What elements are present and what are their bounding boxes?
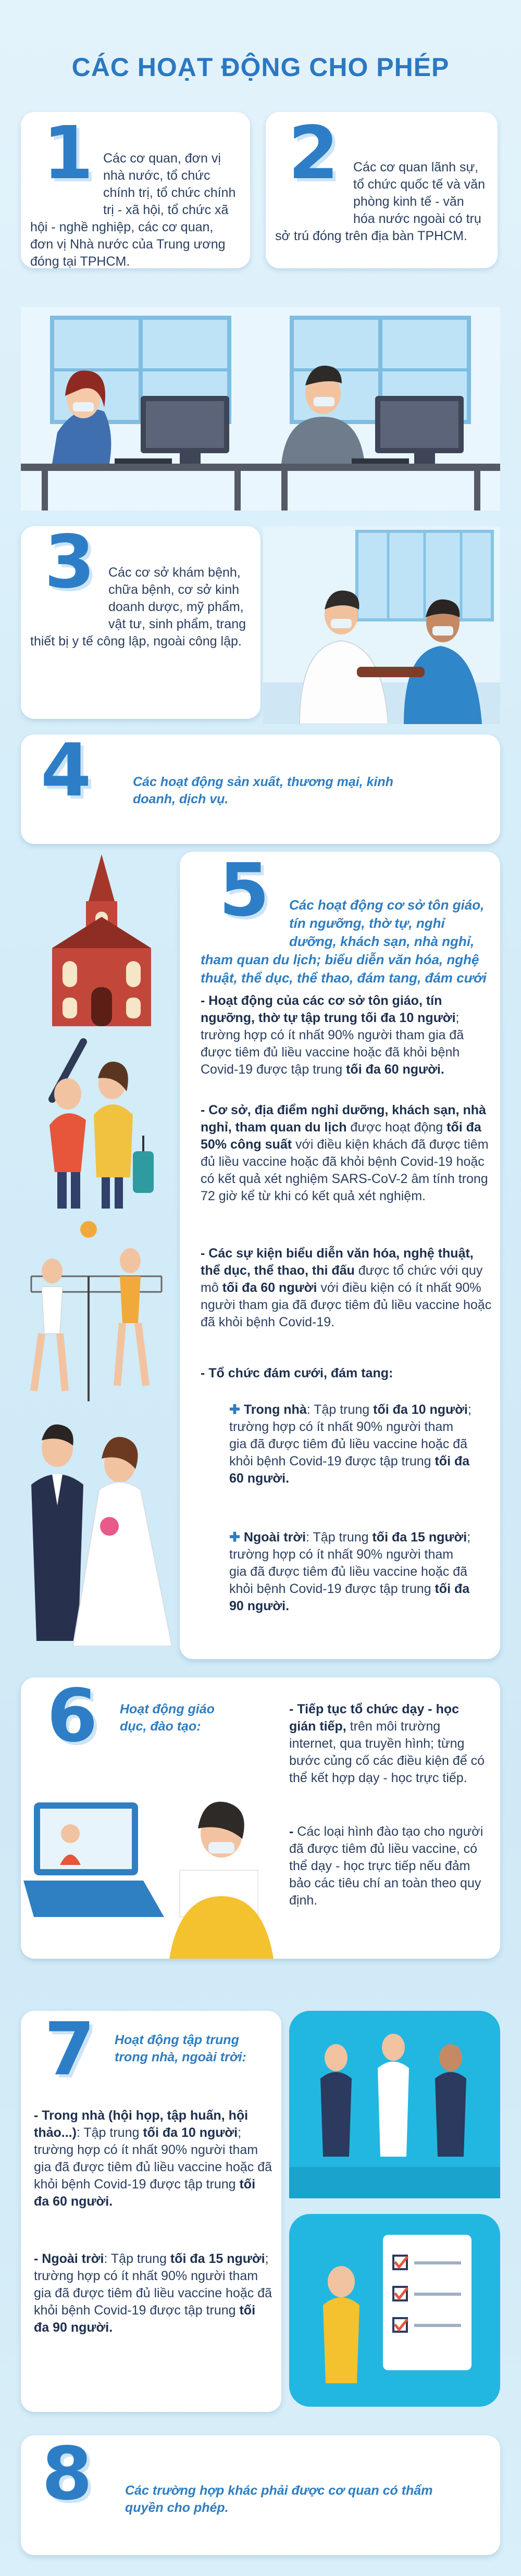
section-5-sub-bullet-1: ✚ Trong nhà: Tập trung tối đa 10 người; trường hợp có ít nhất 90% người tham gia đã được tiêm đủ liều vaccine hoặc đã khỏi bệnh Covid-19 được tập trung tối đa 60 người.: [229, 1402, 472, 1486]
page-title: CÁC HOẠT ĐỘNG CHO PHÉP: [71, 53, 450, 82]
online-learning-illustration: [23, 1792, 284, 1959]
section-4-number: 4: [41, 728, 92, 813]
business-handshake-illustration: [289, 2011, 500, 2198]
section-7-bullet-1: - Trong nhà (hội họp, tập huấn, hội thảo...): Tập trung tối đa 10 người; trường hợp có ít nhất 90% người tham gia đã được tiêm đủ liều vaccine hoặc đã khỏi bệnh Covid-19 được tập trung tối đa 60 người.: [34, 2108, 272, 2209]
doctor-patient-illustration: [263, 526, 500, 724]
section-7-heading: Hoạt động tập trung trong nhà, ngoài trời:: [115, 2033, 246, 2064]
section-1-text: Các cơ quan, đơn vị nhà nước, tổ chức chính trị, tổ chức chính trị - xã hội, tổ chức xã hội - nghề nghiệp, các cơ quan, đơn vị Nhà nước của Trung ương đóng tại TPHCM.: [30, 151, 236, 269]
tourist-couple-illustration: [36, 1037, 156, 1209]
section-5-bullet-1: - Hoạt động của các cơ sở tôn giáo, tín ngưỡng, thờ tự tập trung tối đa 10 người; trường hợp có ít nhất 90% người tham gia đã được tiêm đủ liều vaccine hoặc đã khỏi bệnh Covid-19 được tập trung tối đa 60 người.: [201, 993, 464, 1077]
section-5-heading: Các hoạt động cơ sở tôn giáo, tín ngưỡng, thờ tự, nghỉ dưỡng, khách sạn, nhà nghỉ, tham quan du lịch; biểu diễn văn hóa, nghệ thuật, thể dục, thể thao, đám tang, đám cưới: [201, 897, 487, 986]
section-4-text: Các hoạt động sản xuất, thương mại, kinh doanh, dịch vụ.: [133, 775, 393, 806]
section-7-number: 7: [44, 2007, 95, 2092]
section-3-number: 3: [44, 520, 95, 605]
volleyball-illustration: [10, 1214, 172, 1401]
section-2-text: Các cơ quan lãnh sự, tổ chức quốc tế và văn phòng kinh tế - văn hóa nước ngoài có trụ sở trú đóng trên địa bàn TPHCM.: [275, 160, 485, 243]
office-worker-man-illustration: [260, 307, 500, 511]
section-3-text: Các cơ sở khám bệnh, chữa bệnh, cơ sở kinh doanh dược, mỹ phẩm, vật tư, sinh phẩm, trang thiết bị y tế công lập, ngoài công lập.: [30, 565, 246, 649]
section-5-number: 5: [219, 848, 270, 933]
section-8-text: Các trường hợp khác phải được cơ quan có thẩm quyền cho phép.: [125, 2483, 433, 2515]
office-worker-woman-illustration: [21, 307, 260, 511]
section-6-bullet-2: - Các loại hình đào tạo cho người đã được tiêm đủ liều vaccine, có thể dạy - học trực tiếp nếu đảm bảo các tiêu chí an toàn theo quy định.: [289, 1824, 483, 1908]
section-6-number: 6: [47, 1674, 98, 1759]
section-1-number: 1: [43, 111, 94, 196]
section-7-bullet-2: - Ngoài trời: Tập trung tối đa 15 người; trường hợp có ít nhất 90% người tham gia đã được tiêm đủ liều vaccine hoặc đã khỏi bệnh Covid-19 được tập trung tối đa 90 người.: [34, 2251, 272, 2335]
section-5-bullet-3: - Các sự kiện biểu diễn văn hóa, nghệ thuật, thể dục, thể thao, thi đấu được tổ chức với quy mô tối đa 60 người với điều kiện có ít nhất 90% người tham gia đã được tiêm đủ liều vaccine hoặc đã khỏi bệnh Covid-19.: [201, 1246, 492, 1329]
section-8-number: 8: [42, 2432, 93, 2517]
section-2-number: 2: [288, 111, 339, 196]
section-5-bullet-4: - Tổ chức đám cưới, đám tang:: [201, 1366, 393, 1380]
section-6-bullet-1: - Tiếp tục tổ chức dạy - học gián tiếp, trên môi trường internet, qua truyền hình; từng bước củng cố các điều kiện để có thể kết hợp dạy - học trực tiếp.: [289, 1702, 485, 1785]
checklist-illustration: [289, 2214, 500, 2407]
section-5-sub-bullet-2: ✚ Ngoài trời: Tập trung tối đa 15 người; trường hợp có ít nhất 90% người tham gia đã được tiêm đủ liều vaccine hoặc đã khỏi bệnh Covid-19 được tập trung tối đa 90 người.: [229, 1530, 471, 1613]
section-5-bullet-2: - Cơ sở, địa điểm nghỉ dưỡng, khách sạn, nhà nghỉ, tham quan du lịch được hoạt động tối đa 50% công suất với điều kiện khách đã được tiêm đủ liều vaccine hoặc đã khỏi bệnh Covid-19 hoặc có kết quả xét nghiệm SARS-CoV-2 âm tính trong 72 giờ kể từ khi có kết quả xét nghiệm.: [201, 1103, 489, 1203]
church-illustration: [36, 854, 167, 1026]
section-6-heading: Hoạt động giáo dục, đào tạo:: [120, 1702, 215, 1734]
wedding-couple-illustration: [10, 1417, 177, 1646]
